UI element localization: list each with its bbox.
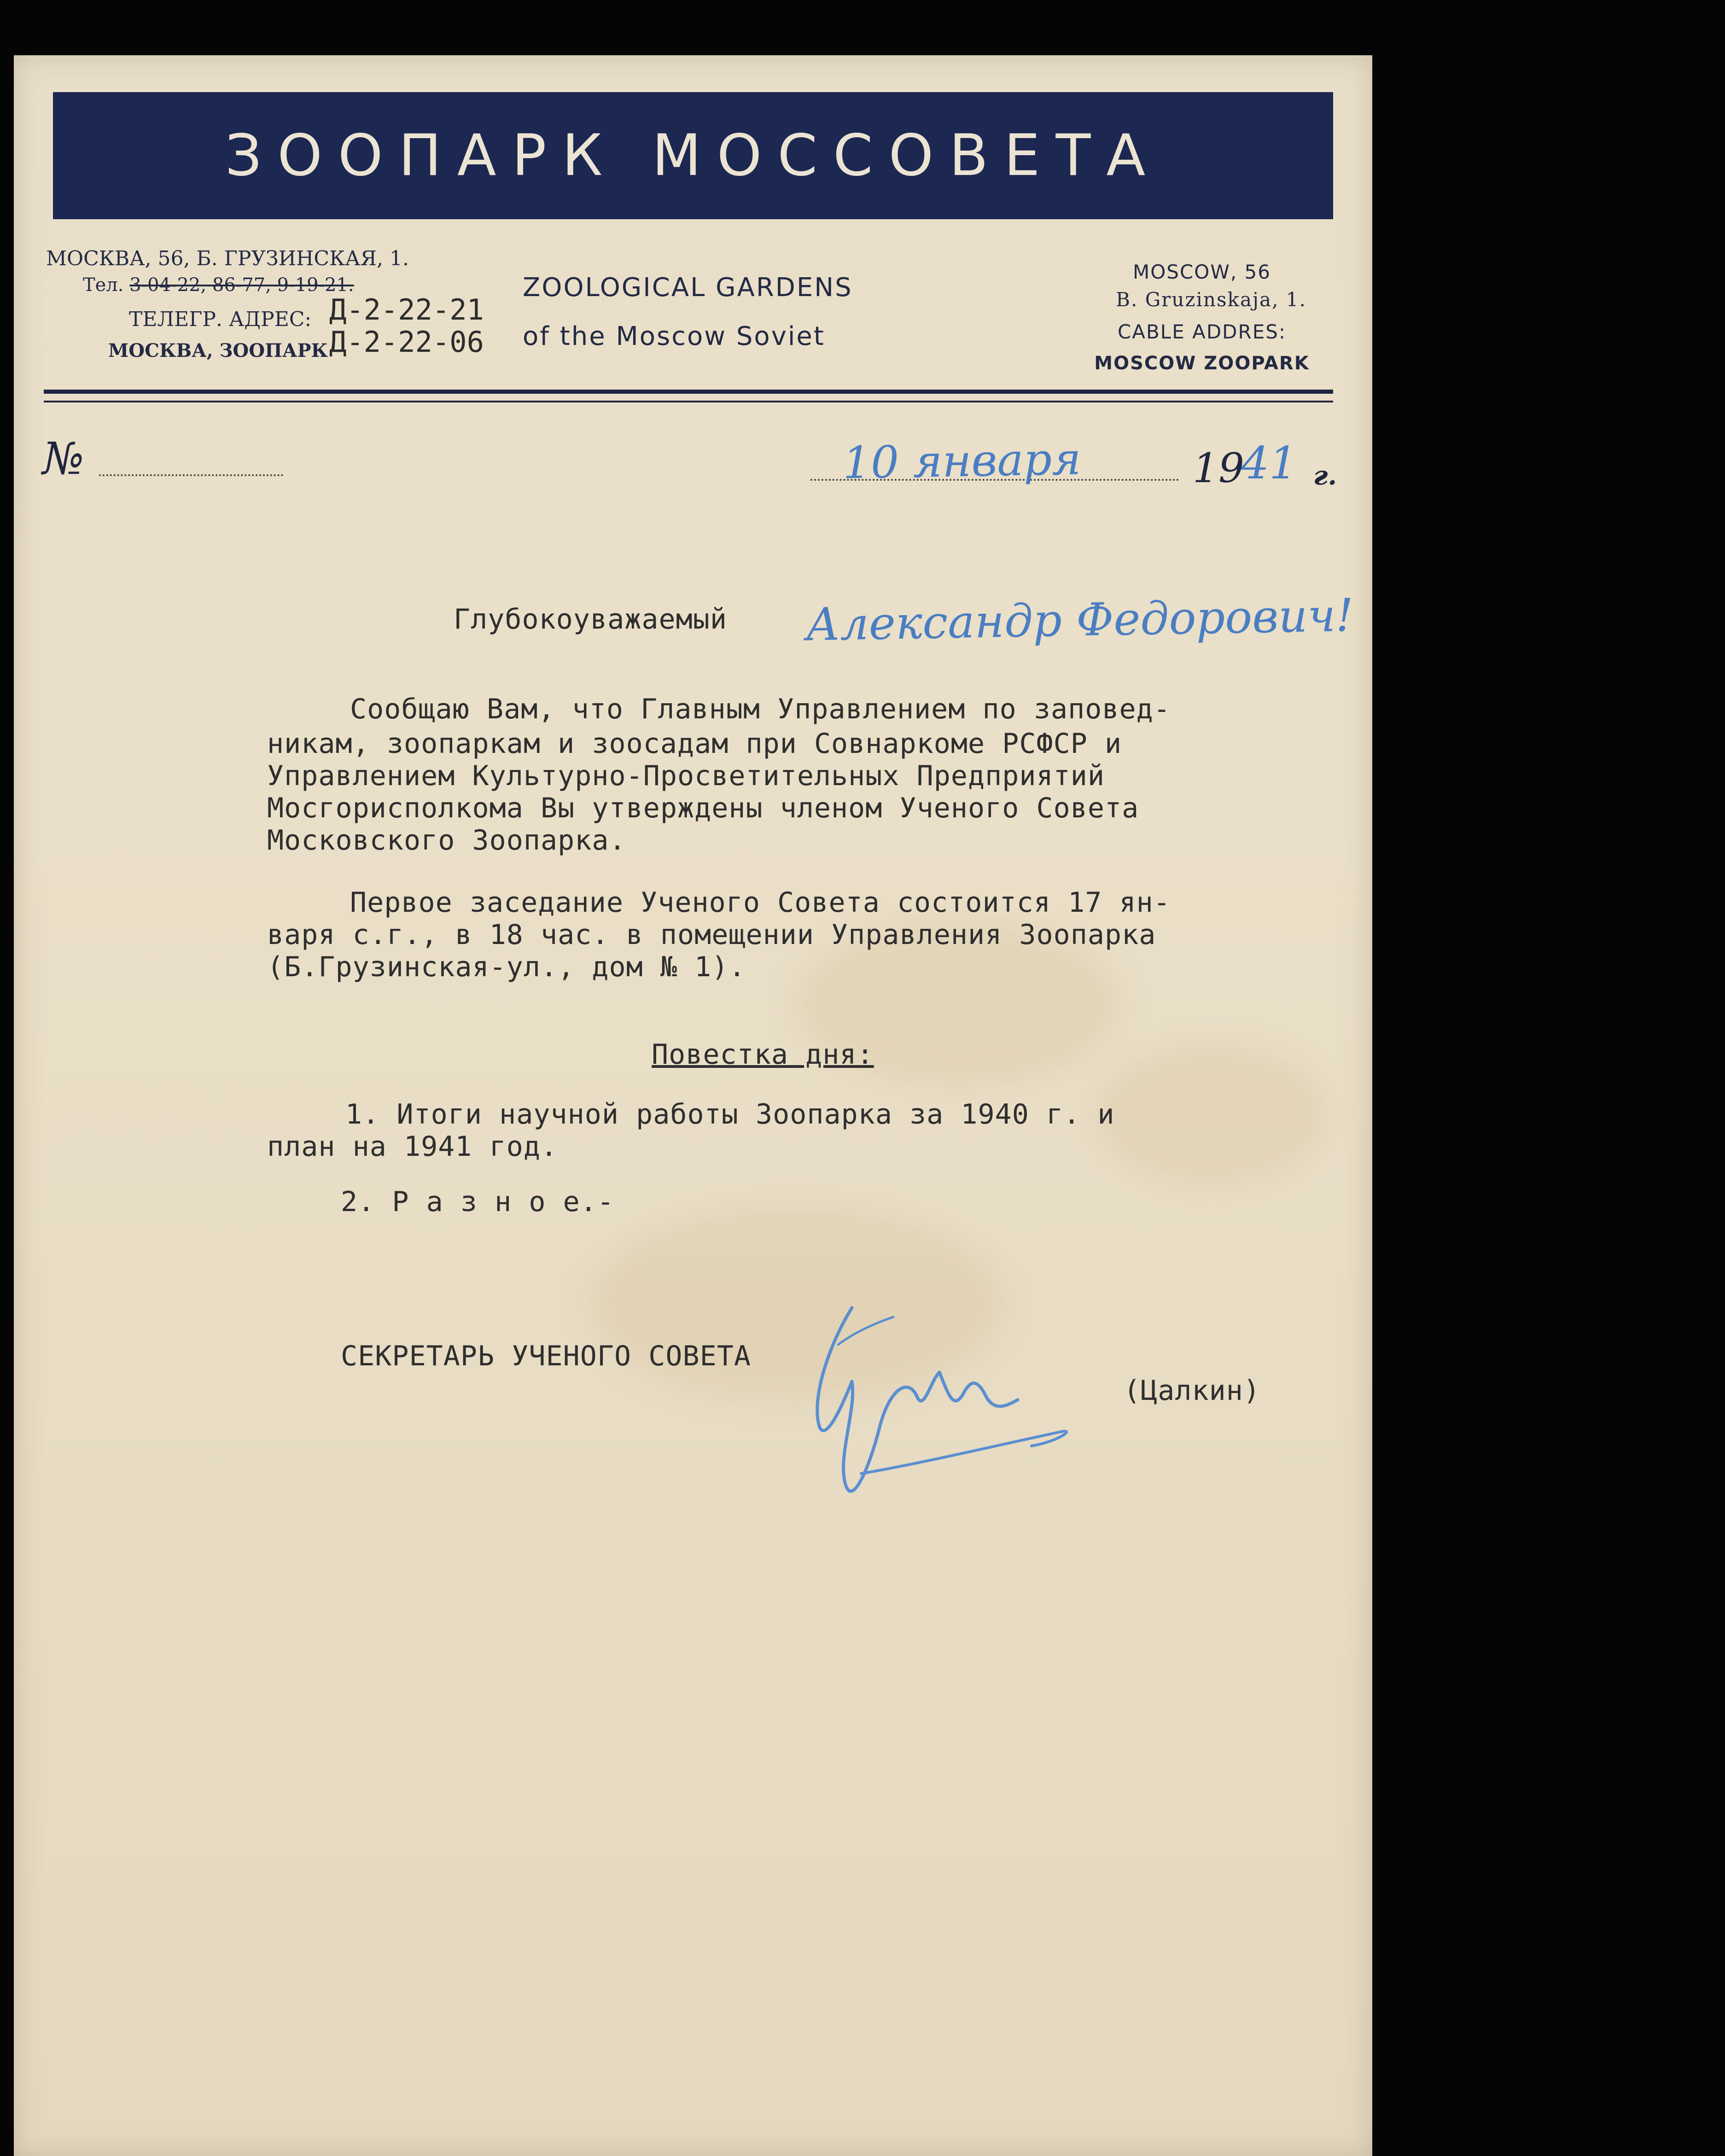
signature-title: СЕКРЕТАРЬ УЧЕНОГО СОВЕТА (341, 1340, 751, 1372)
para2-line-2: варя с.г., в 18 час. в помещении Управления Зоопарка (267, 919, 1156, 951)
para1-line-5: Московского Зоопарка. (267, 824, 626, 857)
agenda-item-1-line-2: план на 1941 год. (267, 1130, 558, 1163)
salutation-typed: Глубокоуважаемый (454, 603, 727, 635)
header-rule-thick (44, 390, 1333, 394)
salutation-handwritten: Александр Федорович! (805, 589, 1354, 652)
header-rule-thin (44, 401, 1333, 402)
year-handwritten: 41 (1241, 437, 1298, 489)
signature-name: (Цалкин) (1124, 1375, 1260, 1407)
agenda-title: Повестка дня: (652, 1038, 874, 1071)
en-cable-label: CABLE ADDRES: (1117, 320, 1287, 343)
typed-phone-2: Д-2-22-06 (329, 325, 484, 359)
banner-title: ЗООПАРК МОССОВЕТА (225, 122, 1161, 189)
ru-phone-line (83, 274, 354, 296)
ru-telegraph-label: ТЕЛЕГР. АДРЕС: (129, 308, 312, 331)
agenda-item-2: 2. Р а з н о е.- (341, 1186, 614, 1218)
en-name-line-1: ZOOLOGICAL GARDENS (523, 273, 853, 303)
letterhead-banner (53, 92, 1333, 219)
typed-phone-1: Д-2-22-21 (329, 293, 484, 326)
en-cable-address: MOSCOW ZOOPARK (1094, 353, 1310, 374)
en-name-line-2: of the Moscow Soviet (523, 321, 825, 351)
en-street: B. Gruzinskaja, 1. (1116, 288, 1306, 311)
para2-line-1: Первое заседание Ученого Совета состоится 17 ян- (350, 886, 1171, 919)
para1-line-4: Мосгорисполкома Вы утверждены членом Ученого Совета (267, 792, 1139, 824)
year-suffix: г. (1313, 460, 1337, 491)
year-printed: 19 (1193, 444, 1244, 492)
agenda-item-1-line-1: 1. Итоги научной работы Зоопарка за 1940 г. и (345, 1098, 1115, 1130)
ru-phone-struck: 3-04-22, 86-77, 9-19-21. (129, 274, 354, 296)
ru-phone-label: Тел. (83, 274, 124, 296)
number-field-line (99, 474, 283, 476)
para1-line-1: Сообщаю Вам, что Главным Управлением по заповед- (350, 693, 1171, 725)
date-handwritten: 10 января (842, 433, 1082, 489)
number-label: № (42, 433, 84, 484)
ru-telegraph-address: МОСКВА, ЗООПАРК (108, 340, 328, 361)
en-city: MOSCOW, 56 (1132, 261, 1271, 283)
para1-line-2: никам, зоопаркам и зоосадам при Совнаркоме РСФСР и (267, 728, 1122, 760)
para2-line-3: (Б.Грузинская-ул., дом № 1). (267, 951, 746, 983)
para1-line-3: Управлением Культурно-Просветительных Предприятий (267, 760, 1105, 792)
ru-address: МОСКВА, 56, Б. ГРУЗИНСКАЯ, 1. (46, 247, 409, 270)
handwritten-signature (801, 1289, 1105, 1529)
